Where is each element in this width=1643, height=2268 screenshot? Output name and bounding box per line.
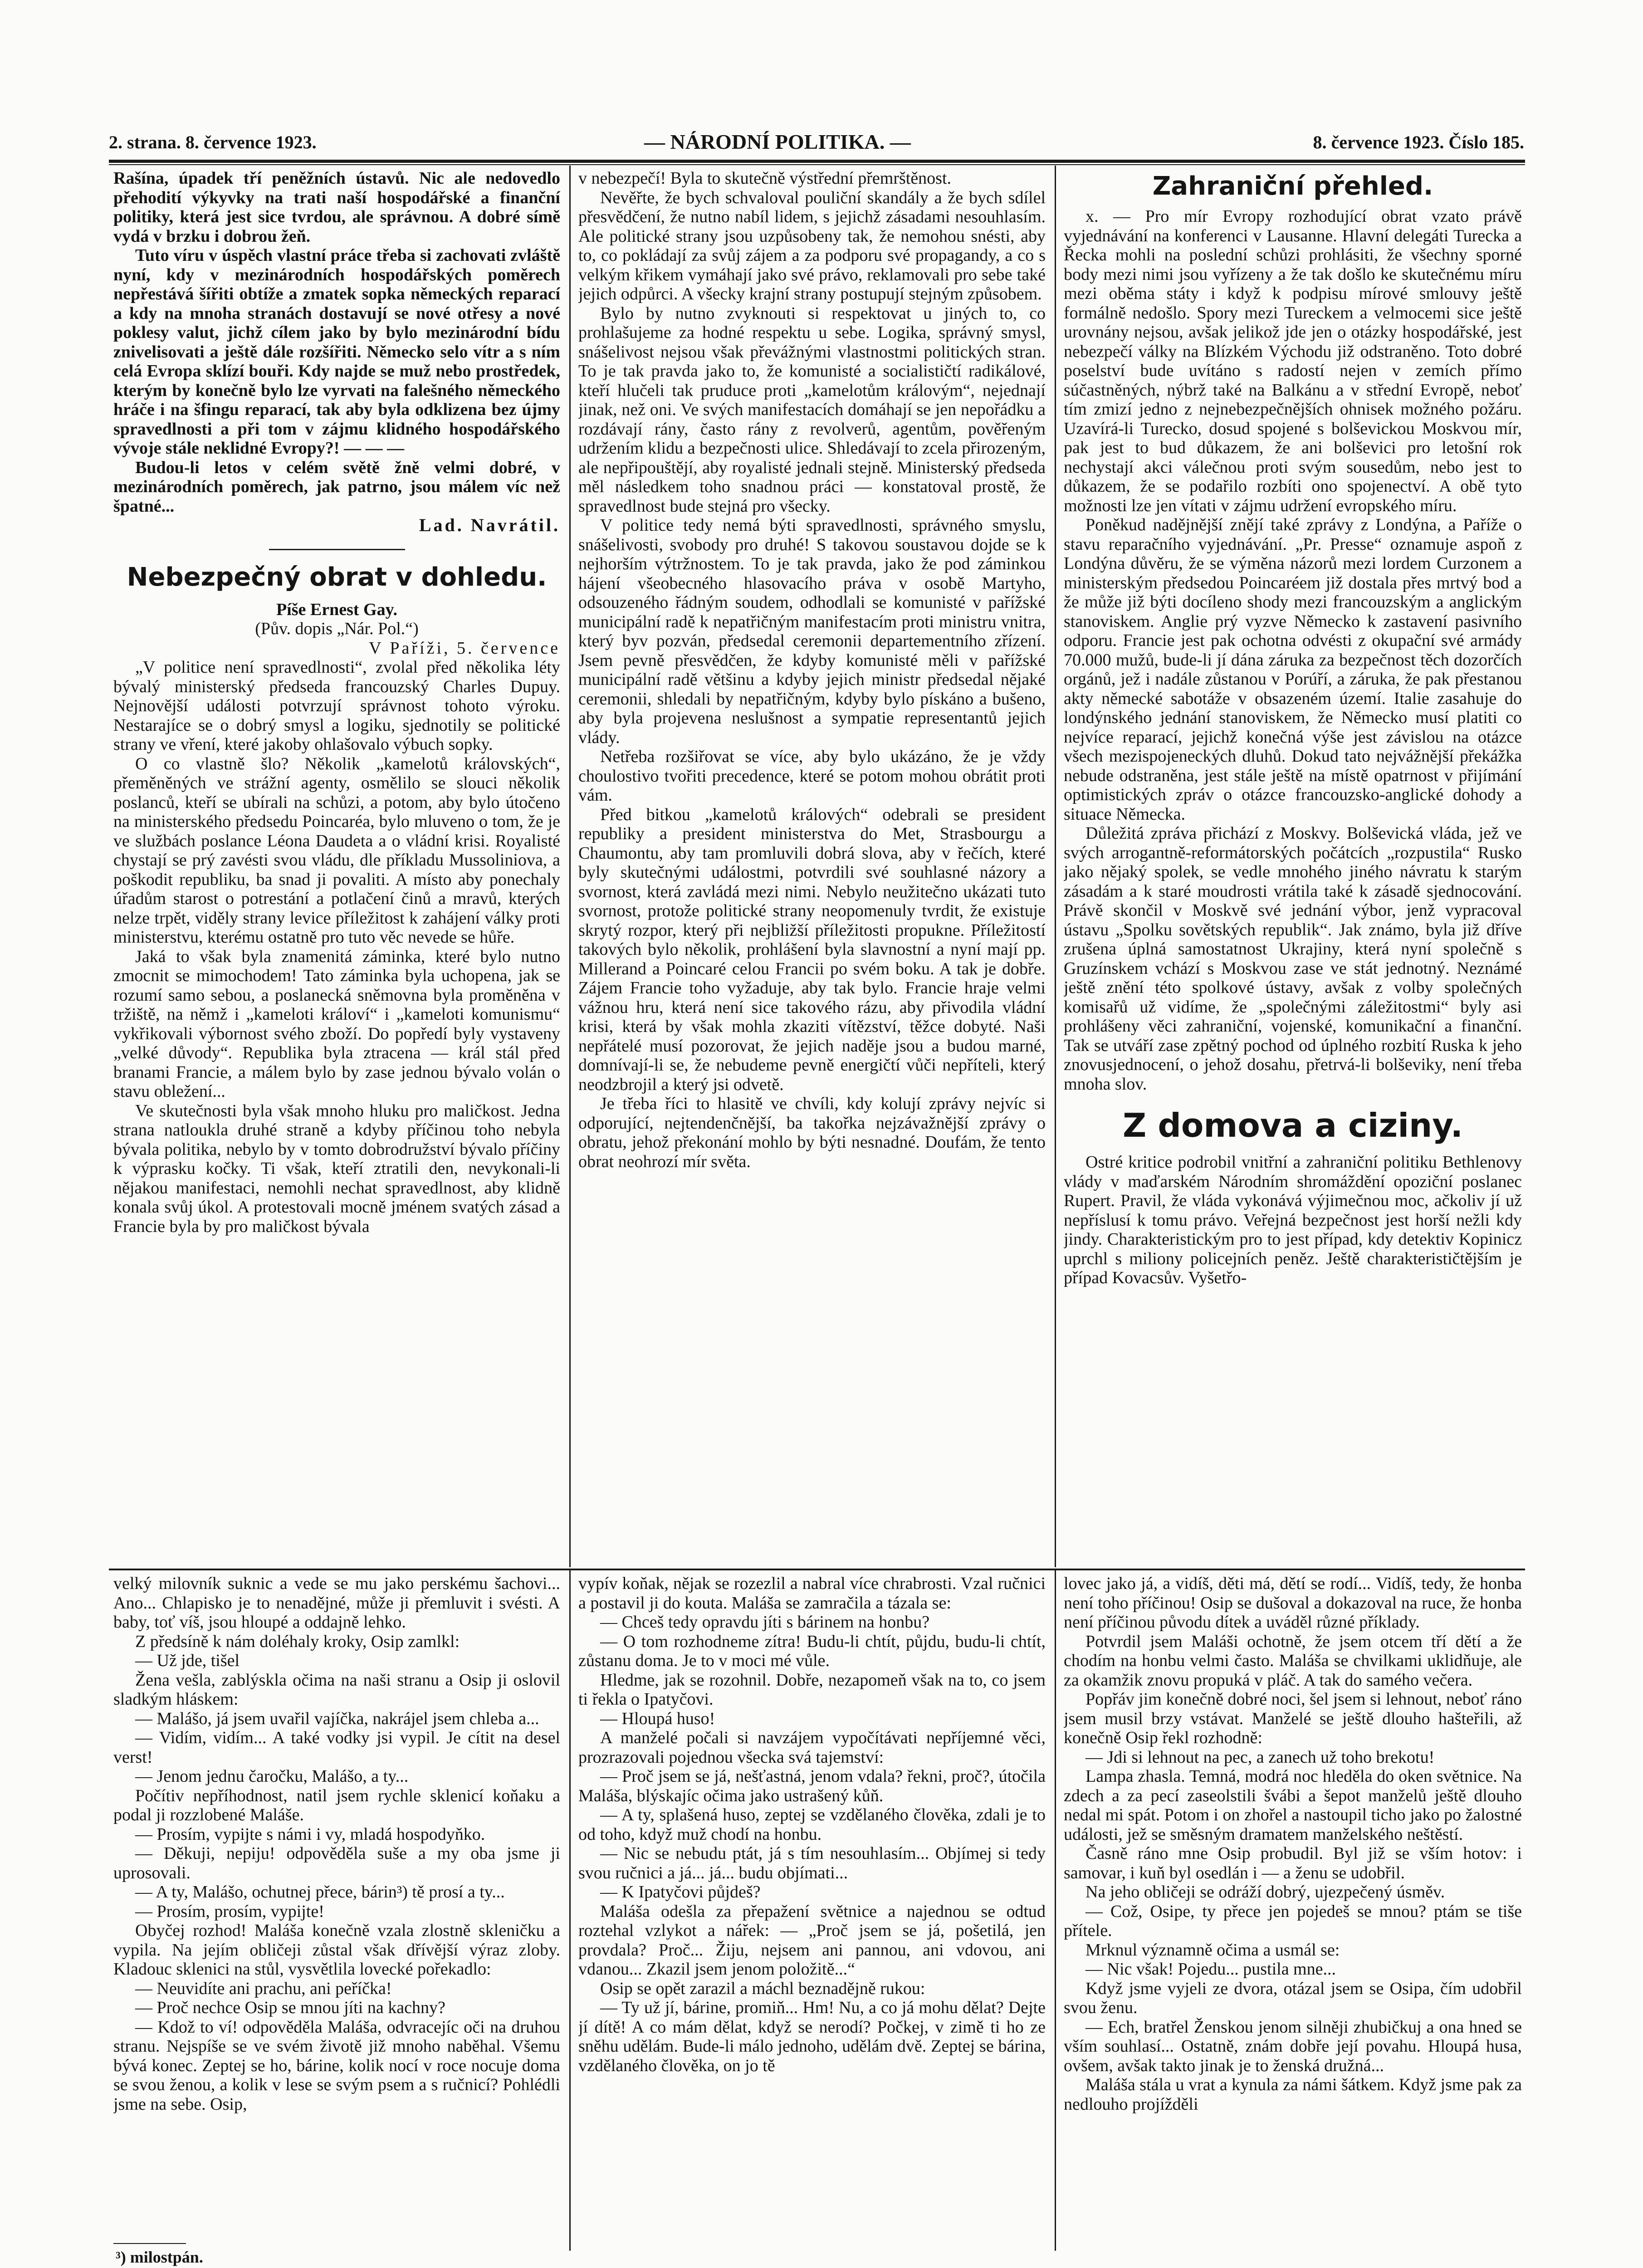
story-paragraph: — Hloupá huso! — [600, 1709, 715, 1728]
story-paragraph: — Už jde, tišel — [135, 1651, 240, 1670]
story-paragraph: Obyčej rozhod! Malášа konečně vzala zlostně skleničku a vypila. Na jejím obličeji zůstal však dřívější výraz zloby. Kladouc sklenici na stůl, vysvětlila lovecké pořekadlo: — [113, 1921, 560, 1979]
article-paragraph: Je třeba říci to hlasitě ve chvíli, kdy kolují zprávy nejvíc si odporující, nejtendenčnější, ba takořka nejzávažnější zprávy o obratu, jehož překonání mohlo by býti nesnadné. Doufám, že tento obrat neohrozí mír světa. — [578, 1094, 1046, 1171]
news-paragraph: x. — Pro mír Evropy rozhodující obrat vzato právě vyjednávání na konferenci v Lausanne. Hlavní delegáti Turecka a Řecka mohli na poslední schůzi prohlásiti, že všechny sporné body mezi nimi jsou vyřízeny a že tak došlo ke skutečnému míru mezi oběma státy i když k podpisu mírové smlouvy ještě formálně nedošlo. Spory mezi Tureckem a velmocemi sice ještě urovnány nejsou, avšak jelikož jde jen o otázky hospodářské, jest nebezpečí války na Blízkém Východu již odstraněno. Toto dobré poselství bude uvítáno s radostí nejen v zemích přímo súčastněných, nýbrž také na Balkánu a v střední Evropě, neboť tím zmizí jedno z nejnebezpečnějších ohnisek možného požáru. Uzavírá-li Turecko, dosud spojené s bolševickou Moskvou mír, pak jest to bud důkazem, že ani bolševici pro letošní rok nechystají akci válečnou proti svým sousedům, nebo jest to důkazem, že se podařilo rozbíti ono spojenectví. A obě tyto možnosti lze jen vítati v zájmu udržení evropského míru. — [1064, 207, 1522, 515]
intro-paragraph-1: Rašína, úpadek tří peněžních ústavů. Nic ale nedovedlo přehodití výkyvky na trati naší hospodářské a finanční politiky, která jest sice tvrdou, ale správnou. A dobré símě vydá v brzku i dobrou žeň. — [113, 169, 560, 246]
story-paragraph: Z předsíně k nám doléhaly kroky, Osip zamlkl: — [135, 1632, 460, 1651]
story-paragraph: vypív koňak, nějak se rozezlil a nabral více chrabrosti. Vzal ručnici a postavil ji do kouta. Malášа se zamračila a tázala se: — [578, 1574, 1046, 1613]
article-signature: Lad. Navrátil. — [419, 515, 560, 535]
news-paragraph: Ostré kritice podrobil vnitřní a zahraniční politiku Bethlenovy vlády v maďarském Národním shromáždění opoziční poslanec Rupert. Pravil, že vláda vykonává výjimečnou moc, ačkoliv jí už nepříslusí k tomu právo. Veřejná bezpečnost jest horší nežli kdy jindy. Charakteristickým pro to jest případ, kdy detektiv Kopinicz uprchl s miliony policejních peněz. Ještě charakterističtějším je případ Kovacsův. Vyšetřo- — [1064, 1153, 1522, 1287]
article-byline: Píše Ernest Gay. — [276, 600, 398, 619]
section-title-foreign: Zahraniční přehled. — [1152, 171, 1433, 201]
column-rule-2 — [1055, 166, 1056, 1567]
story-paragraph: Malášа odešla za přepažení světnice a najednou se odtud roztehal vzlykot a nářek: — „Proč jsem se já, pošetilá, jen provdala? Proč... Žiju, nejsem ani pannou, ani vdovou, ani vdanou... Zkazil jsem jenom položitě...“ — [578, 1901, 1046, 1979]
intro-paragraph-3: Budou-li letos v celém světě žně velmi dobré, v mezinárodních poměrech, jak patrno, jsou málem víc než špatné... — [113, 458, 560, 516]
header-page-info: 2. strana. 8. července 1923. — [109, 132, 317, 152]
story-paragraph: Žena vešla, zablýskla očima na naši stranu a Osip ji oslovil sladkým hláskem: — [113, 1670, 560, 1709]
story-paragraph: — Neuvidíte ani prachu, ani peříčka! — [135, 1979, 392, 1998]
story-paragraph: — Prosím, vypijte s námi i vy, mladá hospodyňko. — [135, 1824, 485, 1844]
story-paragraph: — Vidím, vidím... A také vodky jsi vypil. Je cítit na desel verst! — [113, 1728, 560, 1767]
story-paragraph: — O tom rozhodneme zítra! Budu-li chtít, půjdu, budu-li chtít, zůstanu doma. Je to v moci mé vůle. — [578, 1632, 1046, 1670]
story-paragraph: — Prosím, prosím, vypijte! — [135, 1901, 324, 1921]
intro-paragraph-2: Tuto víru v úspěch vlastní práce třeba si zachovati zvláště nyní, kdy v mezinárodních hospodářských poměrech nepřestává šířiti obtíže a zmatek sopka německých reparací a kdy na mnoha stranách dostavují se nové otřesy a nové poklesy valut, jichž cílem jako by bylo mezinárodní bídu znivelisovati a ještě dále rozšířiti. Německo selo vítr a s ním celá Evropa sklízí bouři. Kdy najde se muž nebo prostředek, kterým by konečně bylo lze vyrvati na falešného německého hráče i na šfingu reparací, tak aby byla odklizena bez újmy spravedlnosti a při tom v zájmu klidného hospodářského vývoje stále neklidné Evropy?! — — — — [113, 246, 560, 458]
story-paragraph: — Nic se nebudu ptát, já s tím nesouhlasím... Objímej si tedy svou ručnici a já... já... budu objímati... — [578, 1844, 1046, 1882]
article-paragraph: Jaká to však byla znamenitá záminka, které bylo nutno zmocnit se mimochodem! Tato záminka byla uchopena, jak se rozumí samo sebou, a poslanecká sněmovna byla proměněna v tržiště, na němž i „kameloti královí“ i „kameloti komunismu“ vykřikovali výbornost svého zboží. Do popředí byly vystaveny „velké důvody“. Republika byla ztracena — král stál před branami Francie, a málem bylo by zase jednou bývalo volán o stavu obležení... — [113, 947, 560, 1101]
feuilleton-column-3 — [1064, 1574, 1522, 2250]
article-title: Nebezpečný obrat v dohledu. — [127, 562, 547, 592]
article-dateline: V Paříži, 5. července — [369, 638, 560, 658]
page-header — [109, 128, 1524, 160]
story-paragraph: — Proč jsem se já, nešťastná, jenom vdala? řekni, proč?, útočila Malášа, blýskajíc očima jako ustrašený kůň. — [578, 1767, 1046, 1805]
story-paragraph: A manželé počali si navzájem vypočítávati nepříjemné věci, prozrazovali pojednou všecka svá tajemství: — [578, 1728, 1046, 1767]
story-paragraph: Osip se opět zarazil a máchl beznadějně rukou: — [600, 1979, 925, 1998]
story-paragraph: — Děkuji, nepiju! odpověděla suše a my oba jsme ji uprosovali. — [113, 1844, 560, 1882]
story-paragraph: — Ty už jí, bárine, promiň... Hm! Nu, a co já mohu dělat? Dejte jí dítě! A co mám dělat, když se nerodí? Počkej, v zimě ti ho ze sněhu udělám. Bude-li málo jednoho, udělám dvě. Zeptej se bárina, vzdělaného člověka, on jo tě — [578, 1998, 1046, 2075]
story-paragraph: — Jdi si lehnout na pec, a zanech už toho brekotu! — [1086, 1747, 1435, 1767]
story-paragraph: Popřáv jim konečně dobré noci, šel jsem si lehnout, neboť ráno jsem musil brzy vstávat. Manželé se ještě dlouho hašteřili, až konečně Osip řekl rozhodně: — [1064, 1690, 1522, 1747]
article-paragraph: Bylo by nutno zvyknouti si respektovat u jiných to, co prohlašujeme za hodné respektu u sebe. Logika, správný smysl, snášelivost nejsou však převážnými vlastnostmi politických stran. To je tak pravda jako to, že komunisté a socialističtí radikálové, kteří hlučeli tak pruduce proti „kamelotům královým“, nejednají jinak, než oni. Ve svých manifestacích domáhají se jen nepořádku a rozdávají rány, často rány z revolverů, agentům, pověřeným udržením klidu a bezpečnosti ulice. Shledávají to zcela přirozeným, ale nepřipouštějí, aby royalisté jednali stejně. Ministerský předseda měl následkem toho snadnou práci — konstatoval prostě, že spravedlnost bude stejná pro všecky. — [578, 303, 1046, 516]
column-rule-1 — [569, 166, 571, 1567]
article-paragraph: Nevěřte, že bych schvaloval pouliční skandály a že bych sdílel přesvědčení, že nutno nabíl lidem, s jejichž zásadami nesouhlasím. Ale politické strany jsou uzpůsobeny tak, že nemohou snésti, aby to, co pokládají za svůj zájem a za podporu své propagandy, a co s velkým křikem vymáhají jako své právo, reklamovali pro sebe také jejich odpůrci. A všecky krajní strany postupují stejným způsobem. — [578, 188, 1046, 303]
feuilleton-column-2 — [578, 1574, 1046, 2250]
story-paragraph: Malášа stála u vrat a kynula za námi šátkem. Když jsme pak za nedlouho projížděli — [1064, 2075, 1522, 2114]
story-paragraph: — Jenom jednu čaročku, Malášo, a ty... — [135, 1767, 409, 1786]
header-rule-thin — [109, 164, 1525, 165]
story-paragraph: — K Ipatyčovi půjdeš? — [600, 1882, 761, 1901]
story-paragraph: Na jeho obličeji se odráží dobrý, ujezpečený úsměv. — [1086, 1882, 1445, 1901]
header-rule — [109, 160, 1525, 163]
story-paragraph: — Nic však! Pojedu... pustila mne... — [1086, 1960, 1336, 1979]
article-paragraph: Netřeba rozšiřovat se více, aby bylo ukázáno, že je vždy choulostivo tvořiti precedence, které se potom mohou obrátit proti vám. — [578, 747, 1046, 805]
footnote-rule — [113, 2243, 186, 2244]
story-paragraph: Když jsme vyjeli ze dvora, otázal jsem se Osipa, čím udobřil svou ženu. — [1064, 1979, 1522, 2017]
news-paragraph: Důležitá zpráva přichází z Moskvy. Bolševická vláda, jež ve svých arrogantně-reformátorských počátcích „rozpustila“ Rusko jako nějaký spolek, se vedle mnohého jiného návratu k starým zásadám a k staré moudrosti vrátila také k zásadě sjednocování. Právě skončil v Moskvě své jednání výbor, jenž vypracoval ústavu „Spolku sovětských republik“. Jak známo, byla již dříve zrušena úplná samostatnost Ukrajiny, která nyní společně s Gruzínskem vchází s Moskvou zase ve stát jednotný. Neznámé ještě znění této spolkové ústavy, avšak z volby společných komisařů už vidíme, že „společnými záležitostmi“ byly asi prohlášeny věci zahraniční, vojenské, komunikační a finanční. Tak se utváří zase zpětný pochod od úplného rozbití Ruska k jeho znovusjednocení, o jehož dosahu, přetrvá-li bolševiky, není třeba mnoha slov. — [1064, 824, 1522, 1094]
story-paragraph: — Což, Osipe, ty přece jen pojedeš se mnou? ptám se tiše přítele. — [1064, 1901, 1522, 1940]
article-paragraph: O co vlastně šlo? Několik „kamelotů královských“, přeměněných ve strážní agenty, osmělilo se slouci několik poslanců, kteří se ubírali na schůzi, a potom, aby bylo útočeno na ministerského předsedu Poincaréa, bylo mluveno o tom, že je ve službách poslance Léona Daudeta a o vládní krisi. Royalisté chystají se prý zavésti svou vládu, dle příkladu Mussoliniova, a poškodit republiku, ba snad ji povaliti. A místo aby ponechaly úřadům starost o potrestání a potlačení činů a mravů, kterých nelze trpět, viděly strany levice příležitost k zahájení války proti ministerstvu, kterému ostatně pro tuto věc nevede se hůře. — [113, 754, 560, 947]
story-paragraph: Mrknul významně očima a usmál se: — [1086, 1940, 1340, 1960]
feuilleton-rule — [109, 1569, 1525, 1570]
article-source: (Pův. dopis „Nár. Pol.“) — [255, 619, 419, 638]
story-paragraph: lovec jako já, a vidíš, děti má, dětí se rodí... Vidíš, tedy, že honba není toho příčinou! Osip se dušoval a dokazoval na ruce, že honba není příčinou původu dítek a uváděl různé příklady. — [1064, 1574, 1522, 1632]
article-paragraph: Před bitkou „kamelotů králových“ odebrali se president republiky a president ministerstva do Met, Strasbourgu a Chaumontu, aby tam promluvili dobrá slova, aby v řečích, které byly skutečnými událostmi, potvrdili své souhlasné názory a svornost, která zavládá mezi nimi. Nebylo neužitečno ukázati tuto svornost, protože politické strany neopomenuly tvrdit, že existuje skrytý rozpor, který při nejbližší příležitosti propukne. Příležitostí takových bylo několik, prohlášení byla slavnostní a nyní mají pp. Millerand a Poincaré celou Francii po svém boku. A tak je dobře. Zájem Francie toho vyžaduje, aby tak bylo. Francie hraje velmi vážnou hru, která není sice takového rázu, aby přivodila vládní krisi, která by však mohla zkaziti vítězství, těžce dobyté. Naši nepřátelé musí pozorovat, že jejich naděje jsou a budou marné, domnívají-li se, že nebudeme pevně energičtí vůči nepříteli, který neodzbrojil a který jsi odvetě. — [578, 805, 1046, 1094]
story-paragraph: — Chceš tedy opravdu jíti s bárinem na honbu? — [600, 1613, 930, 1632]
story-paragraph: — Ech, bratřel Ženskou jenom silněji zhubičkuj a ona hned se vším souhlasí... Ostatně, znám dobře její povahu. Hloupá husa, ovšem, avšak takto jinak je to ženská družná... — [1064, 2017, 1522, 2075]
story-paragraph: Potvrdil jsem Maláši ochotně, že jsem otcem tří dětí a že chodím na honbu velmi často. Malášа se chvilkami uklidňuje, ale za okamžik znovu propuká v pláč. A tak do samého večera. — [1064, 1632, 1522, 1690]
column-3 — [1064, 169, 1522, 1566]
article-paragraph: V politice tedy nemá býti spravedlnosti, správného smyslu, snášelivosti, svobody pro druhé! S takovou soustavou dojde se k nejhorším výtržnostem. To je tak pravda, jako že pod záminkou hájení všeobecného hlasovacího práva v osobě Martyho, odsouzeného řádným soudem, odhodlali se komunisté v pařížské municipální radě k nepatřičným manifestacím proti ministru vnitra, který byv pozván, předsedal ceremonii departementního zřízení. Jsem pevně přesvědčen, že kdyby komunisté měli v pařížské municipální radě většinu a kdyby jejich ministr předsedal nějaké ceremonii, shledali by nepatřičným, kdyby bylo pískáno a bušeno, aby byla projevena neslušnost a sympatie representantů jejich vlády. — [578, 516, 1046, 747]
story-paragraph: — Kdož to ví! odpověděla Malášа, odvracejíc oči na druhou stranu. Nejspíše se ve svém životě již mnoho naběhal. Všemu bývá konec. Zeptej se ho, bárine, kolik nocí v roce nocuje doma se svou ženou, a kolik v lese se svým psem a s ručnicí? Pohlédli jsme na sebe. Osip, — [113, 2017, 560, 2114]
feuilleton-column-1 — [113, 1574, 560, 2243]
article-paragraph: „V politice není spravedlnosti“, zvolal před několika léty bývalý ministerský předseda francouzský Charles Dupuy. Nejnovější události potvrzují správnost tohoto výroku. Nestarajíce se o dobrý smysl a logiku, sjednotily se politické strany ve vření, které jakoby ohlašovalo výbuch sopky. — [113, 658, 560, 754]
header-masthead: — NÁRODNÍ POLITIKA. — — [644, 130, 911, 153]
story-paragraph: velký milovník suknic a vede se mu jako perskému šachovi... Ano... Chlapisko je to nenadějné, může ji přemluvit i svésti. A baby, toť víš, jsou hloupé a oddajně lehko. — [113, 1574, 560, 1632]
story-paragraph: Lampa zhasla. Temná, modrá noc hleděla do oken světnice. Na zdech a za pecí zaseolstili švábi a šepot manželů ještě dlouho nedal mi spát. Potom i on zhořel a nastoupil ticho jako po žalostné události, jež se směsným dramatem manželského neštěstí. — [1064, 1767, 1522, 1844]
article-divider — [269, 549, 405, 550]
article-paragraph: Ve skutečnosti byla však mnoho hluku pro maličkost. Jedna strana natloukla druhé straně a kdyby příčinou toho nebyla bývala politika, nebylo by v tomto dobrodružství bývalo příčiny k výprasku kočky. Ti však, kteří ztratili den, nevykonali-li nějakou manifestaci, nemohli nechat spravedlnost, aby klidně konala svůj úkol. A protestovali mocně jménem svatých zásad a Francie byla by pro maličkost bývala — [113, 1101, 560, 1236]
feuilleton-rule-1 — [569, 1570, 571, 2251]
article-paragraph: v nebezpečí! Byla to skutečně výstřední přemrštěnost. — [578, 169, 952, 188]
section-title-domestic: Z domova a ciziny. — [1123, 1106, 1463, 1144]
story-paragraph: — Malášo, já jsem uvařil vajíčka, nakrájel jsem chleba a... — [135, 1709, 539, 1728]
footnote: ³) milostpán. — [116, 2248, 203, 2266]
story-paragraph: — A ty, splašená huso, zeptej se vzdělaného člověka, zdali je to od toho, když muž chodí na honbu. — [578, 1805, 1046, 1844]
story-paragraph: Počítiv nepříhodnost, natil jsem rychle sklenicí koňaku a podal ji rozzlobené Maláše. — [113, 1786, 560, 1824]
story-paragraph: — A ty, Malášo, ochutnej přece, bárin³) tě prosí a ty... — [135, 1882, 505, 1901]
story-paragraph: — Proč nechce Osip se mnou jíti na kachny? — [135, 1998, 445, 2017]
story-paragraph: Časně ráno mne Osip probudil. Byl již se vším hotov: i samovar, i kuň byl osedlán i — a ženu se udobřil. — [1064, 1844, 1522, 1882]
news-paragraph: Poněkud nadějnější znějí také zprávy z Londýna, a Paříže o stavu reparačního vyjednávání. „Pr. Presse“ oznamuje aspoň z Londýna důvěru, že se výměna názorů mezi lordem Curzonem a ministerským předsedou Poincaréem již dostala přes mrtvý bod a že může již býti docíleno shody mezi francouzským a anglickým stanoviskem. Anglie prý vyzve Německo k zastavení pasivního odporu. Francie jest pak ochotna odvésti z okupační své armády 70.000 mužů, bude-li jí dána záruka za bezpečnost těch dozorčích orgánů, jež i nadále zůstanou v Porúří, a záruka, že pak přestanou akty německé sabotáže v obsazeném území. Italie zasahuje do londýnského jednání stanoviskem, že Německo musí platiti co nejvíce reparací, jejichž konečná výše jest závislou na otázce všech mezispojeneckých dluhů. Dokud tato nejvážnější překážka nebude odstraněna, jest stále ještě na místě opatrnost v přijímání optimistických zpráv o otázce francouzsko-anglické dohody a situace Německa. — [1064, 515, 1522, 824]
feuilleton-rule-2 — [1055, 1570, 1056, 2251]
header-issue-info: 8. července 1923. Číslo 185. — [1313, 132, 1524, 152]
column-2 — [578, 169, 1046, 1566]
column-1 — [113, 169, 560, 1566]
story-paragraph: Hledme, jak se rozohnil. Dobře, nezapomeň však na to, co jsem ti řekla o Ipatyčovi. — [578, 1670, 1046, 1709]
